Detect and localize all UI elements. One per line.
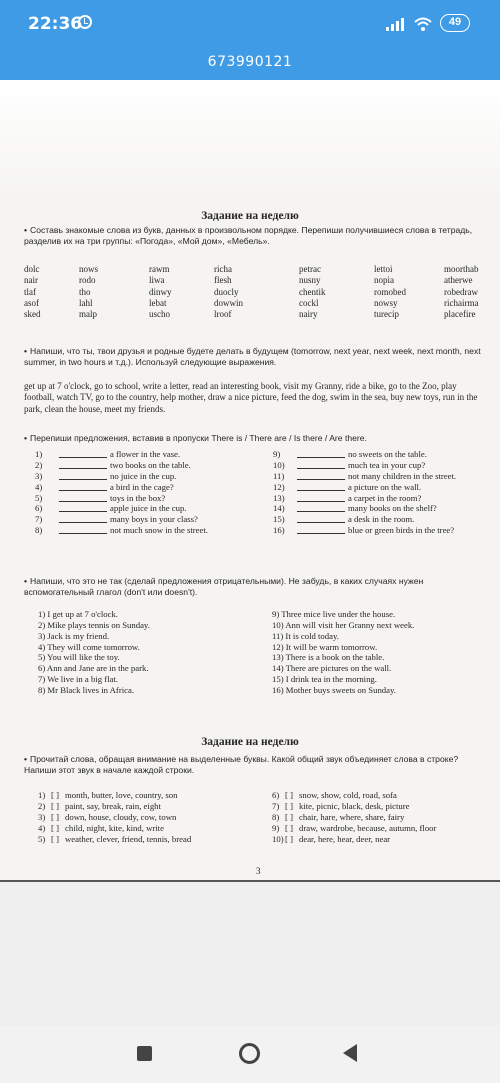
word-column: moorthab atherwe robedraw richairma placefire [444,264,479,320]
battery-indicator: 49 [440,14,470,32]
scrambled-words-grid [24,264,486,320]
list-item: 13) a carpet in the room? [273,492,422,503]
home-button[interactable] [239,1043,260,1064]
section-heading-1: Задание на неделю [201,210,299,222]
list-item: 2) two books on the table. [35,459,191,470]
image-viewer[interactable] [0,80,500,1026]
list-item: 7) many boys in your class? [35,514,198,525]
exercise-5-left-column [38,790,268,845]
word-column: dolc nair tlaf asof sked [24,264,41,320]
list-item: 3) no juice in the cup. [35,470,177,481]
list-item: 15) a desk in the room. [273,514,415,525]
list-item: 9) [ ] draw, wardrobe, because, autumn, floor [272,823,437,833]
exercise-5-right-column [272,790,500,845]
list-item: 8) Mr Black lives in Africa. [38,684,135,695]
wifi-icon [414,17,432,31]
list-item: 13) There is a book on the table. [272,652,385,663]
recents-button[interactable] [137,1046,152,1061]
list-item: 2) [ ] paint, say, break, rain, eight [38,801,161,811]
navigation-bar [0,1026,500,1083]
word-column: petrac nusny chentik cockl nairy [299,264,326,320]
alarm-icon [78,15,92,29]
empty-area [0,882,500,1026]
list-item: 5) You will like the toy. [38,652,120,663]
word-column: nows rodo tho lahl malp [79,264,99,320]
word-column: richa flesh duocly dowwin lroof [214,264,243,320]
list-item: 8) [ ] chair, hare, where, share, fairy [272,812,405,822]
worksheet-page [0,80,500,1026]
list-item: 1) a flower in the vase. [35,449,181,459]
list-item: 12) a picture on the wall. [273,481,422,492]
list-item: 10) [ ] dear, here, hear, deer, near [272,834,391,844]
word-column: lettoi nopia romobed nowsy turecip [374,264,406,320]
list-item: 16) blue or green birds in the tree? [273,525,455,536]
list-item: 3) [ ] down, house, cloudy, cow, town [38,812,177,822]
list-item: 4) They will come tomorrow. [38,641,140,652]
status-time: 22:36 [28,14,83,34]
exercise-3-right-column [273,449,498,536]
list-item: 9) no sweets on the table. [273,449,427,459]
exercise-4-left-column [38,609,248,696]
exercise-4-right-column [272,609,482,696]
exercise-5-instruction: • Прочитай слова, обращая внимание на выделенные буквы. Какой общий звук объединяет слова в строке? Напиши этот звук в начале каждой строки. [24,754,459,776]
list-item: 6) Ann and Jane are in the park. [38,663,149,674]
list-item: 6) [ ] snow, show, cold, road, sofa [272,790,397,800]
exercise-3-instruction: • Перепиши предложения, вставив в пропуски There is / There are / Is there / Are there. [24,433,367,443]
list-item: 5) [ ] weather, clever, friend, tennis, bread [38,834,192,844]
list-item: 11) not many children in the street. [273,470,457,481]
list-item: 7) [ ] kite, picnic, black, desk, picture [272,801,410,811]
list-item: 10) Ann will visit her Granny next week. [272,619,415,630]
section-heading-2: Задание на неделю [201,736,299,748]
list-item: 1) [ ] month, butter, love, country, son [38,790,178,800]
list-item: 8) not much snow in the street. [35,525,208,536]
word-column: rawm liwa dinwy lebat uscho [149,264,172,320]
list-item: 14) There are pictures on the wall. [272,663,392,674]
exercise-2-phrases: get up at 7 o'clock, go to school, write a letter, read an interesting book, visit my Granny, ride a bike, go to the Zoo, play football, watch TV, go to the country, help mother, draw a nice picture, feed the dog, swim in the sea, buy new toys, run in the park, clean the house, meet my friends. [24,381,478,414]
list-item: 11) It is cold today. [272,630,339,641]
list-item: 4) a bird in the cage? [35,481,174,492]
list-item: 15) I drink tea in the morning. [272,674,377,685]
exercise-4-instruction: • Напиши, что это не так (сделай предложения отрицательными). Не забудь, в каких случаях нужен вспомогательный глагол (don't или doesn't). [24,576,424,598]
list-item: 9) Three mice live under the house. [272,609,396,619]
page-top-shade [0,80,500,200]
list-item: 2) Mike plays tennis on Sunday. [38,619,150,630]
list-item: 1) I get up at 7 o'clock. [38,609,118,619]
list-item: 10) much tea in your cup? [273,459,426,470]
page-number: 3 [256,866,261,876]
back-button[interactable] [343,1044,357,1062]
signal-icon [386,18,404,31]
exercise-2-instruction: • Напиши, что ты, твои друзья и родные будете делать в будущем (tomorrow, next year, next week, next month, next summer, in two hours и т.д.). Используй следующие выражения. [24,346,481,368]
list-item: 3) Jack is my friend. [38,630,110,641]
title-bar [0,44,500,80]
list-item: 16) Mother buys sweets on Sunday. [272,684,396,695]
list-item: 5) toys in the box? [35,492,166,503]
status-bar [0,0,500,44]
list-item: 14) many books on the shelf? [273,503,437,514]
list-item: 7) We live in a big flat. [38,674,118,685]
document-title: 673990121 [207,54,293,70]
list-item: 6) apple juice in the cup. [35,503,187,514]
exercise-3-left-column [35,449,260,536]
list-item: 4) [ ] child, night, kite, kind, write [38,823,164,833]
list-item: 12) It will be warm tomorrow. [272,641,378,652]
exercise-1-instruction: • Составь знакомые слова из букв, данных в произвольном порядке. Перепиши получившиеся слова в тетрадь, разделив их на три группы: «Погода», «Мой дом», «Мебель». [24,225,473,247]
